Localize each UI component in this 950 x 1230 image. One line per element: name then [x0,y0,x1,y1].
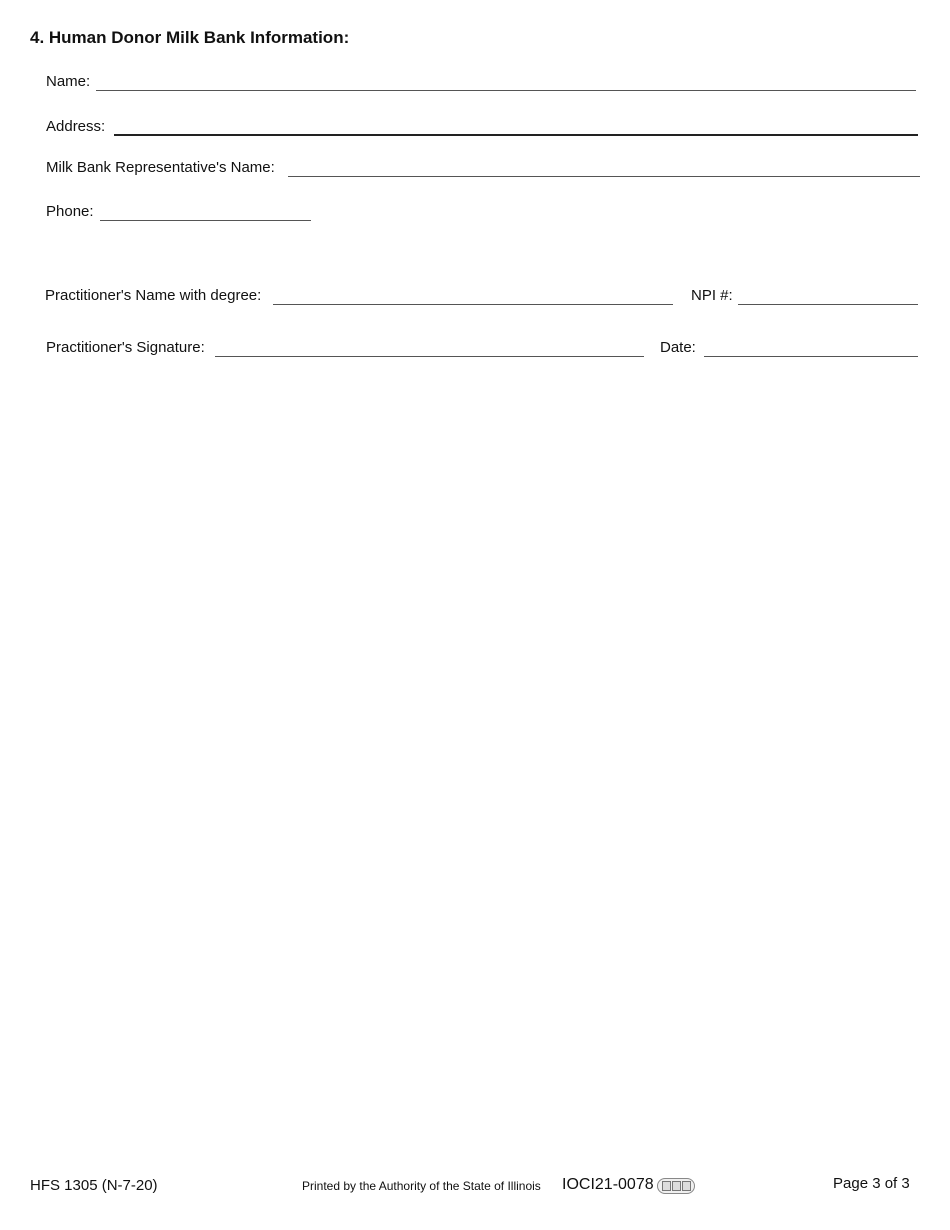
authority-text: Printed by the Authority of the State of Illinois [302,1179,541,1193]
practitioner-name-label: Practitioner's Name with degree: [45,287,262,304]
page-number: Page 3 of 3 [833,1175,910,1192]
name-field[interactable] [96,90,916,91]
phone-label: Phone: [46,203,94,220]
date-label: Date: [660,339,696,356]
address-label: Address: [46,118,106,135]
phone-field[interactable] [100,220,311,221]
print-code: IOCI21-0078 [562,1176,654,1193]
practitioner-name-field[interactable] [273,304,673,305]
signature-label: Practitioner's Signature: [46,339,205,356]
representative-field[interactable] [288,176,920,177]
date-field[interactable] [704,356,918,357]
npi-field[interactable] [738,304,918,305]
address-field[interactable] [114,134,918,136]
representative-label: Milk Bank Representative's Name: [46,159,275,176]
ioci-logo-icon [657,1178,695,1194]
signature-field[interactable] [215,356,644,357]
section-heading: 4. Human Donor Milk Bank Information: [30,28,350,47]
name-label: Name: [46,73,91,90]
form-id: HFS 1305 (N-7-20) [30,1177,158,1194]
npi-label: NPI #: [691,287,733,304]
